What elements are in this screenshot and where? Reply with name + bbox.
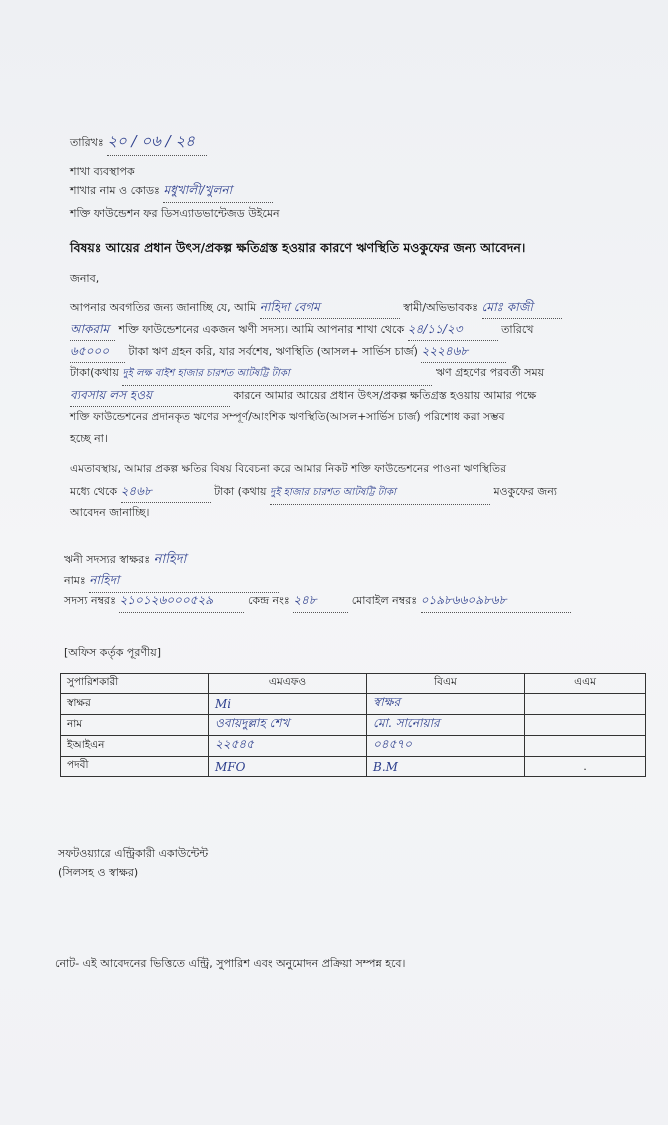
column-header: এএম — [525, 674, 646, 694]
column-header: বিএম — [367, 674, 525, 694]
waiver-words-field: দুই হাজার চারশত আটষট্টি টাকা — [270, 482, 490, 505]
mfo-cell: ২২৫৪৫ — [209, 736, 367, 757]
reason-field: ব্যবসায় লস হওয় — [70, 384, 230, 407]
body-text: টাকা (কথায় — [214, 485, 267, 498]
column-header: সুপারিশকারী — [61, 674, 209, 694]
mobile-label: মোবাইল নম্বরঃ — [351, 594, 418, 607]
recipient-title: শাখা ব্যবস্থাপক — [70, 165, 135, 178]
branch-label: শাখার নাম ও কোডঃ — [70, 184, 160, 197]
office-table — [60, 673, 646, 777]
member-no-label: সদস্য নম্বরঃ — [64, 594, 116, 607]
am-cell — [525, 715, 646, 736]
bm-cell: ০৪৫৭০ — [367, 736, 525, 757]
salutation: জনাব, — [70, 272, 100, 285]
row-label: স্বাক্ষর — [61, 694, 209, 715]
body-line-6: শক্তি ফাউন্ডেশনের প্রদানকৃত ঋণের সম্পূর্ণ/আংশিক ঋণস্থিতি(আসল+সার্ভিস চার্জ) পরিশোধ করা সম্ভব — [70, 410, 505, 423]
body-text: টাকা(কথায় — [70, 366, 119, 379]
waiver-amount-field: ২৪৬৮ — [121, 480, 211, 503]
table-header-row — [61, 674, 646, 694]
am-cell — [525, 694, 646, 715]
member-name-field: নাহিদা বেগম — [260, 296, 400, 319]
entry-accountant-title: সফটওয়্যারে এন্ট্রিকারী একাউন্টেন্ট — [58, 847, 209, 860]
loan-date-field: ২৪/১১/২৩ — [408, 318, 498, 341]
table-row — [61, 736, 646, 757]
organization-name: শক্তি ফাউন্ডেশন ফর ডিসএ্যাডভান্টেজড উইমেন — [70, 207, 280, 220]
body-text: তারিখে — [501, 323, 534, 336]
branch-value: মধুখালী/খুলনা — [163, 182, 273, 203]
bm-cell: B.M — [367, 757, 525, 777]
column-header: এমএফও — [209, 674, 367, 694]
member-info-line — [64, 592, 571, 613]
row-label: নাম — [61, 715, 209, 736]
bm-cell: মো. সানোয়ার — [367, 715, 525, 736]
entry-accountant-note: (সিলসহ ও স্বাক্ষর) — [58, 866, 139, 879]
am-cell — [525, 736, 646, 757]
member-name-value: নাহিদা — [89, 572, 279, 593]
date-label: তারিখঃ — [70, 136, 104, 149]
body-line-8: এমতাবস্থায়, আমার প্রকল্প ক্ষতির বিষয় বিবেচনা করে আমার নিকট শক্তি ফাউন্ডেশনের পাওনা ঋণস্থিতির — [70, 462, 507, 475]
body-line-10: আবেদন জানাচ্ছি। — [70, 506, 150, 519]
body-line-1 — [70, 296, 562, 319]
body-text: ঋণ গ্রহণের পরবর্তী সময় — [435, 366, 545, 379]
member-no-value: ২১০১২৬০০০৫২৯ — [119, 592, 244, 613]
table-row — [61, 757, 646, 777]
table-row — [61, 715, 646, 736]
member-signature-line — [64, 550, 186, 571]
mfo-cell: ওবায়দুল্লাহ শেখ — [209, 715, 367, 736]
body-text: স্বামী/অভিভাবকঃ — [403, 301, 479, 314]
loan-amount-field: ৬৫০০০ — [70, 340, 125, 363]
amount-words-field: দুই লক্ষ বাইশ হাজার চারশত আটষট্টি টাকা — [122, 363, 432, 386]
body-text: আপনার অবগতির জন্য জানাচ্ছি যে, আমি — [70, 301, 257, 314]
center-label: কেন্দ্র নংঃ — [247, 594, 290, 607]
outstanding-field: ২২২৪৬৮ — [421, 340, 506, 363]
member-signature: নাহিদা — [153, 552, 187, 567]
date-value: ২০ / ০৬ / ২৪ — [107, 130, 207, 156]
body-line-2 — [70, 318, 533, 341]
body-text: টাকা ঋণ গ্রহন করি, যার সর্বশেষ, ঋণস্থিতি (আসল+ সার্ভিস চার্জ) — [128, 345, 418, 358]
mfo-cell: MFO — [209, 757, 367, 777]
row-label: ইআইএন — [61, 736, 209, 757]
member-name-line — [64, 572, 279, 593]
center-no-value: ২৪৮ — [293, 592, 348, 613]
mobile-value: ০১৯৮৬৬০৯৮৬৮ — [421, 592, 571, 613]
subject-line: বিষয়ঃ আয়ের প্রধান উৎস/প্রকল্প ক্ষতিগ্রস্ত হওয়ার কারণে ঋণস্থিতি মওকুফের জন্য আবেদন। — [70, 240, 526, 255]
table-row — [61, 694, 646, 715]
office-heading: [অফিস কর্তৃক পূরণীয়] — [64, 646, 161, 659]
signature-label: ঋনী সদস্যর স্বাক্ষরঃ — [64, 553, 151, 566]
body-line-7: হচ্ছে না। — [70, 432, 108, 445]
row-label: পদবী — [61, 757, 209, 777]
body-line-4 — [70, 362, 544, 386]
mfo-cell: Mi — [209, 694, 367, 715]
body-line-3 — [70, 340, 506, 363]
body-line-5 — [70, 384, 536, 407]
branch-line — [70, 182, 273, 203]
am-cell: . — [525, 757, 646, 777]
body-text: শক্তি ফাউন্ডেশনের একজন ঋণী সদস্য। আমি আপনার শাখা থেকে — [118, 323, 405, 336]
bm-cell: স্বাক্ষর — [367, 694, 525, 715]
body-text: মধ্যে থেকে — [70, 485, 118, 498]
guardian-field-cont: আকরাম — [70, 318, 115, 341]
body-text: কারনে আমার আয়ের প্রধান উৎস/প্রকল্প ক্ষতিগ্রস্ত হওয়ায় আমার পক্ষে — [233, 389, 537, 402]
guardian-field: মোঃ কাজী — [482, 296, 562, 319]
footer-note: নোট- এই আবেদনের ভিত্তিতে এন্ট্রি, সুপারিশ এবং অনুমোদন প্রক্রিয়া সম্পন্ন হবে। — [55, 957, 406, 970]
name-label: নামঃ — [64, 574, 86, 587]
date-line — [70, 130, 207, 156]
body-text: মওকুফের জন্য — [493, 485, 557, 498]
